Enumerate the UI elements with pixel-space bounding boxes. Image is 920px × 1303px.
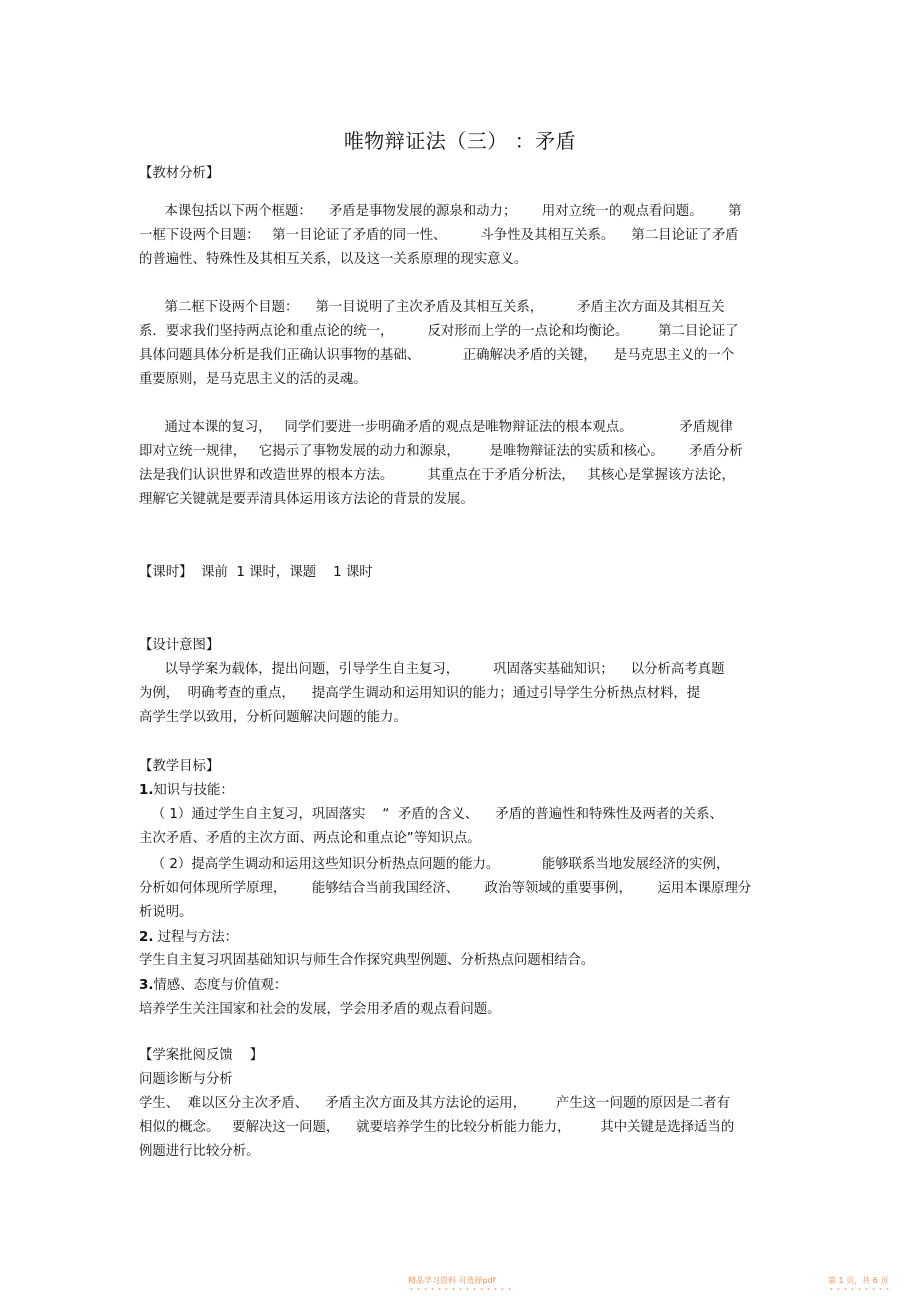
paragraph-line: 析说明。 (139, 905, 193, 920)
paragraph-line: 即对立统一规律， 它揭示了事物发展的动力和源泉， 是唯物辩证法的实质和核心。 矛盾分析 (139, 444, 743, 459)
page-indicator: 第 1 页，共 6 页 (828, 1276, 889, 1285)
section-heading-feedback: 【学案批阅反馈 】 (139, 1048, 264, 1063)
footer-divider-left (408, 1288, 512, 1290)
goal-3-number: 3. (139, 978, 154, 993)
section-heading-design-intent: 【设计意图】 (139, 638, 220, 653)
goal-3-title (139, 977, 287, 995)
paragraph-line: 理解它关键就是要弄清具体运用该方法论的背景的发展。 (139, 492, 474, 507)
paragraph-line: （ 2）提高学生调动和运用这些知识分析热点问题的能力。 能够联系当地发展经济的实例， (139, 857, 730, 872)
paragraph-line: 主次矛盾、矛盾的主次方面、两点论和重点论”等知识点。 (139, 831, 481, 846)
goal-1-number: 1. (139, 783, 154, 798)
paragraph-line: 学生自主复习巩固基础知识与师生合作探究典型例题、分析热点问题相结合。 (139, 953, 595, 968)
paragraph-line: 通过本课的复习， 同学们要进一步明确矛盾的观点是唯物辩证法的根本观点。 矛盾规律 (139, 420, 733, 435)
paragraph-line: 分析如何体现所学原理， 能够结合当前我国经济、 政治等领域的重要事例， 运用本课原理分 (139, 881, 752, 896)
section-heading-textbook-analysis: 【教材分析】 (139, 166, 220, 181)
paragraph-line: 学生、 难以区分主次矛盾、 矛盾主次方面及其方法论的运用， 产生这一问题的原因是二者有 (139, 1096, 730, 1111)
paragraph-line: 相似的概念。 要解决这一问题， 就要培养学生的比较分析能力能力， 其中关键是选择适当的 (139, 1120, 735, 1135)
section-heading-teaching-goals: 【教学目标】 (139, 759, 220, 774)
paragraph-line: 为例， 明确考查的重点， 提高学生调动和运用知识的能力；通过引导学生分析热点材料，提 (139, 686, 701, 701)
goal-2-label: 过程与方法： (153, 930, 239, 945)
feedback-subheading: 问题诊断与分析 (139, 1072, 233, 1087)
paragraph-line: 系．要求我们坚持两点论和重点论的统一， 反对形而上学的一点论和均衡论。 第二目论证了 (139, 324, 739, 339)
paragraph-line: 例题进行比较分析。 (139, 1144, 260, 1159)
goal-2-title (139, 929, 238, 947)
goal-1-label: 知识与技能： (153, 783, 234, 798)
footer-watermark: 精品学习资料 可选择pdf (408, 1276, 496, 1285)
page-title: 唯物辩证法（三） ：矛盾 (343, 129, 577, 153)
paragraph-line: 以导学案为载体，提出问题，引导学生自主复习， 巩固落实基础知识； 以分析高考真题 (139, 662, 725, 677)
paragraph-line: 一框下设两个目题： 第一目论证了矛盾的同一性、 斗争性及其相互关系。 第二目论证了矛盾 (139, 228, 739, 243)
paragraph-line: 第二框下设两个目题： 第一目说明了主次矛盾及其相互关系， 矛盾主次方面及其相互关 (139, 300, 725, 315)
paragraph-line: 高学生学以致用，分析问题解决问题的能力。 (139, 710, 407, 725)
paragraph-line: 培养学生关注国家和社会的发展，学会用矛盾的观点看问题。 (139, 1002, 501, 1017)
goal-3-label: 情感、态度与价值观： (153, 978, 288, 993)
footer-divider-right (828, 1288, 892, 1290)
class-hours-line: 【课时】 课前 1 课时，课题 1 课时 (139, 565, 373, 580)
paragraph-line: 具体问题具体分析是我们正确认识事物的基础、 正确解决矛盾的关键， 是马克思主义的一个 (139, 348, 735, 363)
paragraph-line: （ 1）通过学生自主复习，巩固落实 “ 矛盾的含义、 矛盾的普遍性和特殊性及两者的关系、 (139, 807, 723, 822)
paragraph-line: 本课包括以下两个框题： 矛盾是事物发展的源泉和动力； 用对立统一的观点看问题。 第 (139, 204, 742, 219)
goal-2-number: 2. (139, 930, 154, 945)
paragraph-line: 的普遍性、特殊性及其相互关系，以及这一关系原理的现实意义。 (139, 252, 528, 267)
paragraph-line: 法是我们认识世界和改造世界的根本方法。 其重点在于矛盾分析法， 其核心是掌握该方法论， (139, 468, 735, 483)
goal-1-title (139, 782, 234, 800)
paragraph-line: 重要原则，是马克思主义的活的灵魂。 (139, 372, 367, 387)
